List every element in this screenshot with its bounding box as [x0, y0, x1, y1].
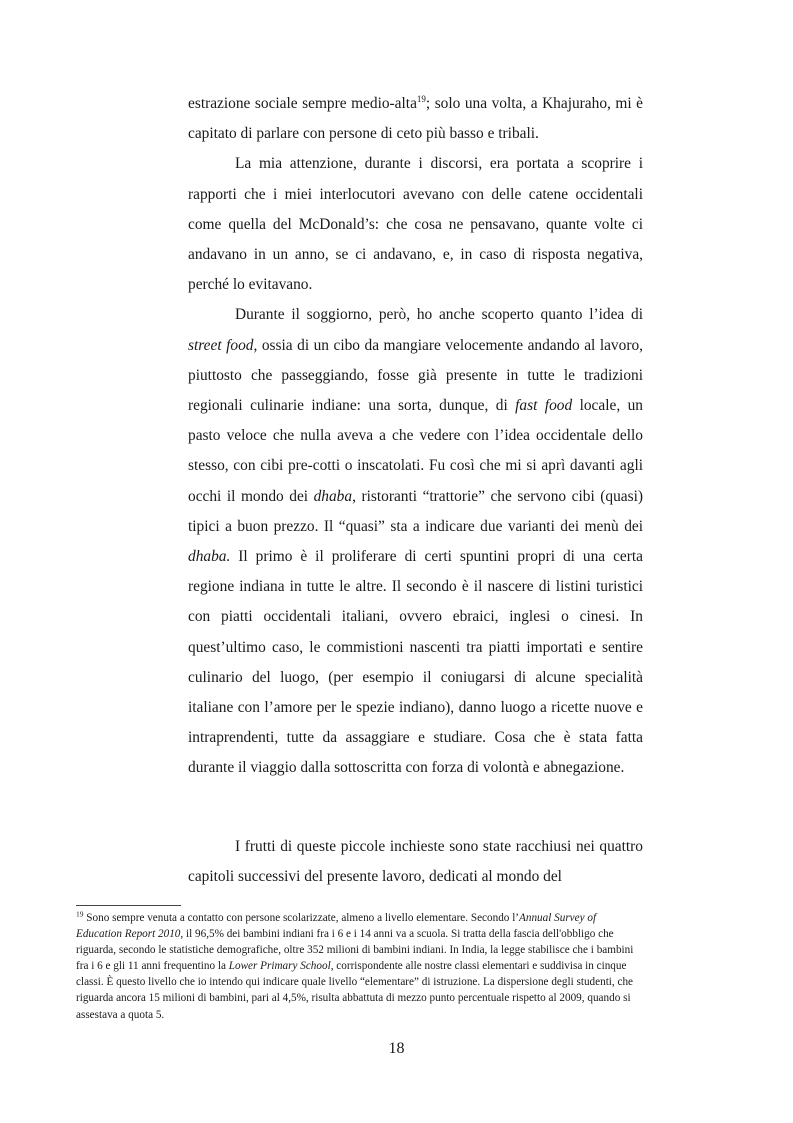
paragraph-3-text: , ossia di un cibo da mangiare velocemente andando al lavoro, piuttosto che passeggiando, fosse già presente in tutte le tradizioni regionali culinarie indiane: una sorta, dunque, di [188, 336, 643, 415]
paragraph-3-text: locale, un pasto veloce che nulla aveva a che vedere con l’idea occidentale dello stesso, con cibi pre-cotti o inscatolati. Fu così che mi si aprì davanti agli occhi il mondo dei [188, 397, 643, 505]
paragraph-3 [188, 300, 643, 783]
footnote-italic: Annual Survey of Education Report 2010 [76, 912, 597, 941]
paragraph-1 [188, 89, 643, 149]
italic-term: dhaba [313, 487, 353, 505]
footnote-text: , il 96,5% dei bambini indiani fra i 6 e i 14 anni va a scuola. Si tratta della fascia dell'obbligo che riguarda, secondo le statistiche demografiche, oltre 352 milioni di bambini indiani. In India, la legge stabilisce che i bambini fra i 6 e gli 11 anni frequentino la [76, 928, 634, 973]
page-number: 18 [388, 1040, 405, 1057]
paragraph-3-text: , ristoranti “trattorie” che servono cibi (quasi) tipici a buon prezzo. Il “quasi” sta a indicare due varianti dei menù dei [188, 487, 643, 535]
footnote-number: 19 [76, 909, 84, 919]
paragraph-4: I frutti di queste piccole inchieste sono state racchiusi nei quattro capitoli successivi del presente lavoro, dedicati al mondo del [188, 838, 643, 886]
paragraph-1-text: estrazione sociale sempre medio-alta [188, 95, 417, 112]
body-text [188, 89, 643, 784]
footnote-separator [76, 905, 181, 906]
footnote [76, 910, 642, 1023]
footnote-italic: Lower Primary School [228, 960, 331, 973]
italic-term: fast food [515, 397, 573, 415]
italic-term: dhaba. [188, 548, 231, 566]
footnote-text: Sono sempre venuta a contatto con persone scolarizzate, almeno a livello elementare. Secondo l’ [83, 912, 520, 924]
footnote-reference[interactable]: 19 [416, 93, 426, 104]
footnote-text: , corrispondente alle nostre classi elementari e suddivisa in cinque classi. È questo livello che io intendo qui indicare quale livello “elementare” di istruzione. La dispersione degli studenti, che riguarda ancora 15 milioni di bambini, pari al 4,5%, risulta abbattuta di mezzo punto percentuale rispetto al 2009, quando si assestava a quota 5. [76, 960, 634, 1021]
paragraph-1-text-cont: ; solo una volta, a Khajuraho, mi è capitato di parlare con persone di ceto più basso e tribali. [188, 95, 643, 143]
paragraph-3-text: Durante il soggiorno, però, ho anche scoperto quanto l’idea di [235, 306, 643, 324]
paragraph-3-text: Il primo è il proliferare di certi spuntini propri di una certa regione indiana in tutte le altre. Il secondo è il nascere di listini turistici con piatti occidentali italiani, ovvero ebraici, inglesi o cinesi. In quest’ultimo caso, le commistioni nascenti tra piatti importati e sentire culinario del luogo, (per esempio il coniugarsi di alcune specialità italiane con l’amore per le spezie indiano), danno luogo a ricette nuove e intraprendenti, tutte da assaggiare e studiare. Cosa che è stata fatta durante il viaggio dalla sottoscritta con forza di volontà e abnegazione. [188, 548, 643, 777]
paragraph-2: La mia attenzione, durante i discorsi, era portata a scoprire i rapporti che i miei interlocutori avevano con delle catene occidentali come quella del McDonald’s: che cosa ne pensavano, quante volte ci andavano in un anno, se ci andavano, e, in caso di risposta negativa, perché lo evitavano. [188, 155, 643, 294]
body-text-continued [188, 832, 643, 892]
italic-term: street food [188, 336, 254, 354]
